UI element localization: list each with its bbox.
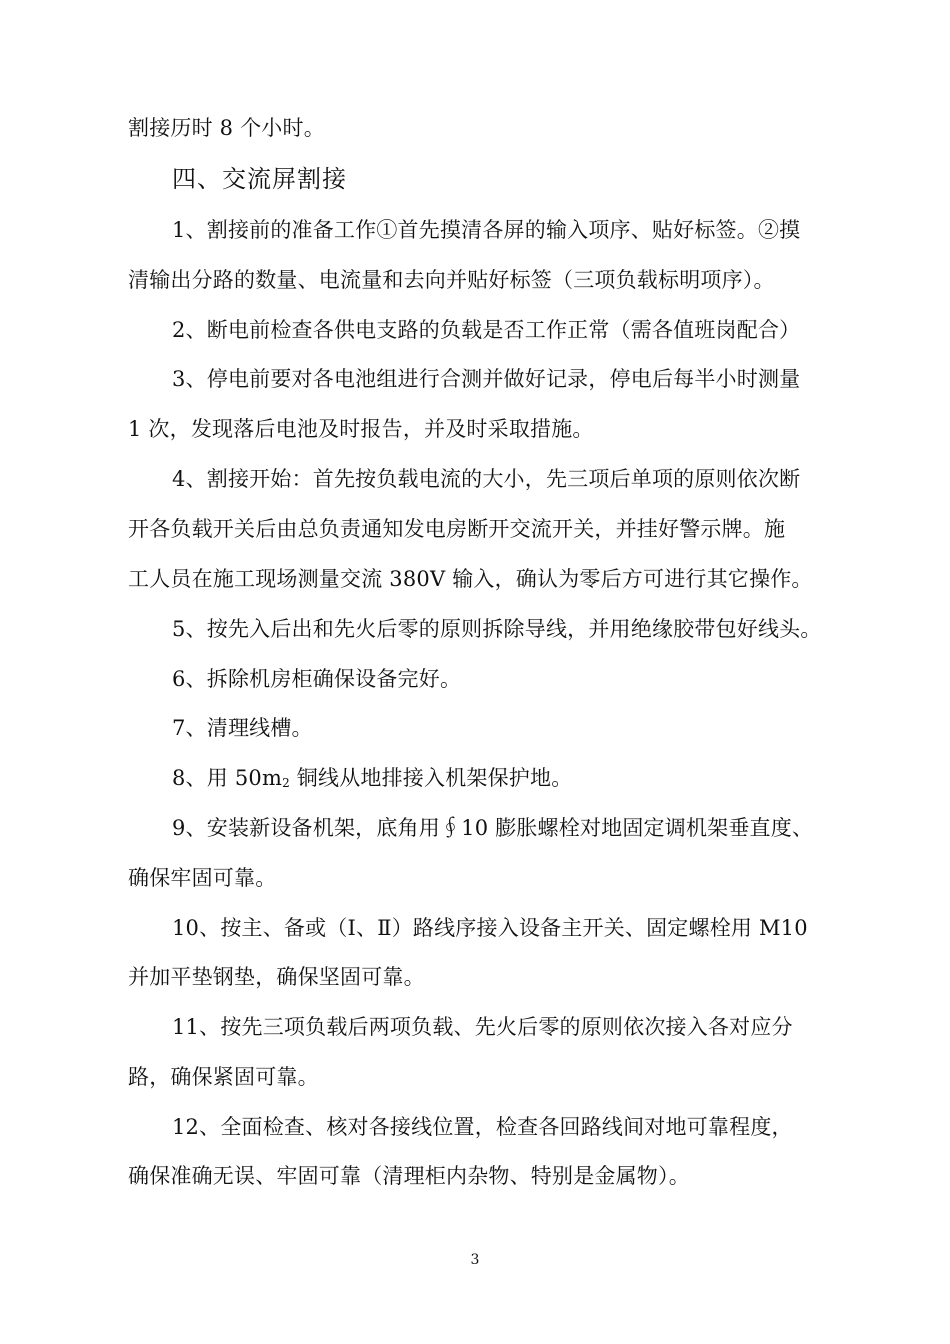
- paragraph-line: 3、停电前要对各电池组进行合测并做好记录，停电后每半小时测量: [172, 367, 801, 391]
- paragraph-line: 7、清理线槽。: [172, 716, 313, 740]
- paragraph-line-item-8: [172, 763, 572, 798]
- paragraph-line: 工人员在施工现场测量交流 380V 输入，确认为零后方可进行其它操作。: [128, 567, 813, 591]
- paragraph-line: 路，确保紧固可靠。: [128, 1065, 319, 1089]
- paragraph-line: 5、按先入后出和先火后零的原则拆除导线，并用绝缘胶带包好线头。: [172, 617, 822, 641]
- paragraph-line: 开各负载开关后由总负责通知发电房断开交流开关，并挂好警示牌。施: [128, 517, 786, 541]
- item-8-text-before: 8、用 50m: [172, 766, 283, 790]
- section-heading: 四、交流屏割接: [172, 165, 347, 193]
- paragraph-line: 10、按主、备或（Ⅰ、Ⅱ）路线序接入设备主开关、固定螺栓用 M10: [172, 916, 808, 940]
- paragraph-line: 6、拆除机房柜确保设备完好。: [172, 667, 462, 691]
- paragraph-line: 割接历时 8 个小时。: [128, 116, 325, 140]
- paragraph-line: 12、全面检查、核对各接线位置，检查各回路线间对地可靠程度，: [172, 1115, 793, 1139]
- paragraph-line: 1、割接前的准备工作①首先摸清各屏的输入项序、贴好标签。②摸: [172, 218, 801, 242]
- item-8-text-after: 铜线从地排接入机架保护地。: [289, 766, 573, 790]
- paragraph-line: 2、断电前检查各供电支路的负载是否工作正常（需各值班岗配合）: [172, 318, 801, 342]
- paragraph-line: 清输出分路的数量、电流量和去向并贴好标签（三项负载标明项序）。: [128, 268, 775, 292]
- page-number: 3: [470, 1252, 480, 1268]
- paragraph-line: 11、按先三项负载后两项负载、先火后零的原则依次接入各对应分: [172, 1015, 793, 1039]
- paragraph-line: 4、割接开始：首先按负载电流的大小，先三项后单项的原则依次断: [172, 467, 801, 491]
- item-8-subscript: 2: [282, 776, 290, 790]
- paragraph-line: 1 次，发现落后电池及时报告，并及时采取措施。: [128, 417, 594, 441]
- paragraph-line: 确保准确无误、牢固可靠（清理柜内杂物、特别是金属物）。: [128, 1164, 690, 1188]
- paragraph-line: 确保牢固可靠。: [128, 866, 277, 890]
- paragraph-line: 9、安装新设备机架，底角用∮10 膨胀螺栓对地固定调机架垂直度、: [172, 816, 814, 840]
- paragraph-line: 并加平垫钢垫，确保坚固可靠。: [128, 965, 425, 989]
